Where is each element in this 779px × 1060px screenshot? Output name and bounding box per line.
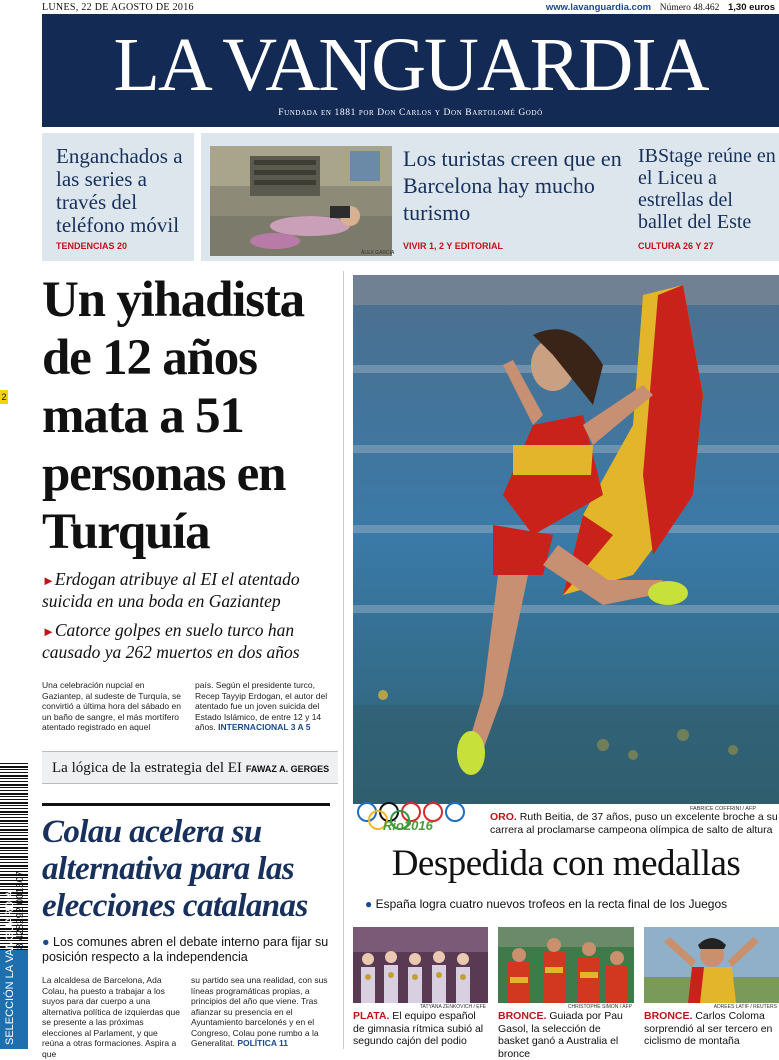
seleccion-label: SELECCIÓN LA VANGUARDIA (0, 950, 28, 1049)
photo-credit: FABRICE COFFRINI / AFP (690, 806, 757, 812)
photo-credit: ADREES LATIF / REUTERS (713, 1004, 777, 1010)
medal-item-cycling[interactable] (644, 927, 779, 1049)
bullet-icon: ● (42, 935, 50, 949)
colau-body-col2: su partido sea una realidad, con sus líneas programáticas propias, a principios del año que viene. Tras afianzar su presencia en el Ayuntamiento barcelonés y en el Congreso, Colau pone rumbo a la Generalitat. POLÍTICA 11 (191, 975, 328, 1048)
sports-subhead: ● España logra cuatro nuevos trofeos en la recta final de los Juegos (365, 897, 728, 911)
lead-bullet: ►Catorce golpes en suelo turco han causado ya 262 muertos en dos años (42, 620, 300, 662)
lead-body-col1: Una celebración nupcial en Gaziantep, al sudeste de Turquía, se convirtió a última hora del sábado en un baño de sangre, el más mortífero atentado registrado en aquel (42, 680, 181, 733)
photo-credit: TATYANA ZENKOVICH / EFE (419, 1004, 486, 1010)
photo-credit: CHRISTOPHE SIMON / AFP (567, 1004, 632, 1010)
colau-body (42, 975, 330, 1059)
section-ref[interactable]: INTERNACIONAL 3 A 5 (218, 722, 311, 733)
lead-bullet: ►Erdogan atribuye al EI el atentado suicida en una boda en Gaziantep (42, 569, 300, 611)
rio2016-logo: Rio2016 (383, 818, 433, 833)
lead-body-col2: país. Según el presidente turco, Recep Tayyip Erdogan, el autor del atentado fue un joven suicida del Estado Islámico, de entre 12 y 14 años. INTERNACIONAL 3 A 5 (195, 680, 328, 733)
main-photo[interactable] (353, 275, 779, 804)
colau-story (42, 803, 330, 1059)
cycling-photo (644, 927, 779, 1003)
lead-story (42, 271, 338, 733)
triangle-icon: ► (42, 624, 55, 639)
medal-text: PLATA. El equipo español de gimnasia rítmica subió al segundo cajón del podio (353, 1010, 484, 1047)
colau-body-col1: La alcaldesa de Barcelona, Ada Colau, ha puesto a trabajar a los suyos para dar cuerpo a una alternativa política de izquierdas que se presente a las próximas elecciones al Parlament, y que reúna a otras formaciones. Aspira a que (42, 975, 180, 1059)
promo-title: IBStage reúne en el Liceu a estrellas del ballet del Este (638, 145, 776, 233)
promo-ballet[interactable] (628, 133, 779, 261)
website-link[interactable]: www.lavanguardia.com (545, 2, 652, 13)
founded-line: Fundada en 1881 por Don Carlos y Don Bartolomé Godó (278, 108, 543, 118)
medal-text: BRONCE. Guiada por Pau Gasol, la selección de basket ganó a Australia el bronce (498, 1010, 623, 1060)
masthead-logo: LA VANGUARDIA (113, 23, 708, 107)
colau-headline[interactable]: Colau acelera su alternativa para las elecciones catalanas (42, 814, 308, 924)
basketball-photo (498, 927, 634, 1003)
caption-label: ORO. (490, 811, 517, 823)
top-line (42, 2, 779, 14)
photo-caption (490, 811, 779, 837)
promo-title: Los turistas creen que en Barcelona hay mucho turismo (403, 146, 622, 225)
medal-text: BRONCE. Carlos Coloma sorprendió al ser tercero en ciclismo de montaña (644, 1010, 773, 1047)
tourism-photo (210, 146, 395, 256)
barcode-number: 8 428292 001307 (15, 871, 26, 949)
colau-subhead: ● Los comunes abren el debate interno para fijar su posición respecto a la independencia (42, 935, 329, 964)
sports-headline[interactable]: Despedida con medallas (391, 843, 741, 884)
promo-section: TENDENCIAS 20 (56, 241, 128, 251)
lead-headline[interactable]: Un yihadista de 12 años mata a 51 personas en Turquía (42, 272, 304, 560)
promo-tourism[interactable] (201, 133, 628, 261)
medal-item-gymnastics[interactable] (353, 927, 488, 1049)
issue-number: Número 48.462 (659, 3, 720, 13)
issue-price: 1,30 euros (728, 2, 775, 13)
analysis-box[interactable] (42, 751, 338, 784)
issue-date: LUNES, 22 DE AGOSTO DE 2016 (42, 2, 194, 13)
lead-body (42, 680, 338, 733)
issue-info (546, 2, 775, 13)
analysis-title: La lógica de la estrategia del EI (52, 760, 242, 776)
section-ref[interactable]: POLÍTICA 11 (237, 1038, 289, 1048)
promo-section: VIVIR 1, 2 Y EDITORIAL (403, 241, 504, 251)
masthead (42, 14, 779, 127)
promo-section: CULTURA 26 Y 27 (638, 241, 714, 251)
column-divider (343, 271, 344, 1049)
gymnastics-photo (353, 927, 488, 1003)
bullet-icon: ● (365, 897, 373, 911)
promo-title: Enganchados a las series a través del teléfono móvil (56, 144, 183, 237)
photo-credit: ÀLEX GARCIA (361, 250, 395, 256)
triangle-icon: ► (42, 573, 55, 588)
caption-text: Ruth Beitia, de 37 años, puso un excelente broche a su carrera al proclamarse campeona olímpica de salto de altura (490, 811, 778, 836)
promo-series[interactable] (42, 133, 194, 261)
medal-item-basketball[interactable] (498, 927, 634, 1060)
analysis-author: FAWAZ A. GERGES (245, 764, 330, 774)
page-tag: 2 (1, 392, 7, 402)
